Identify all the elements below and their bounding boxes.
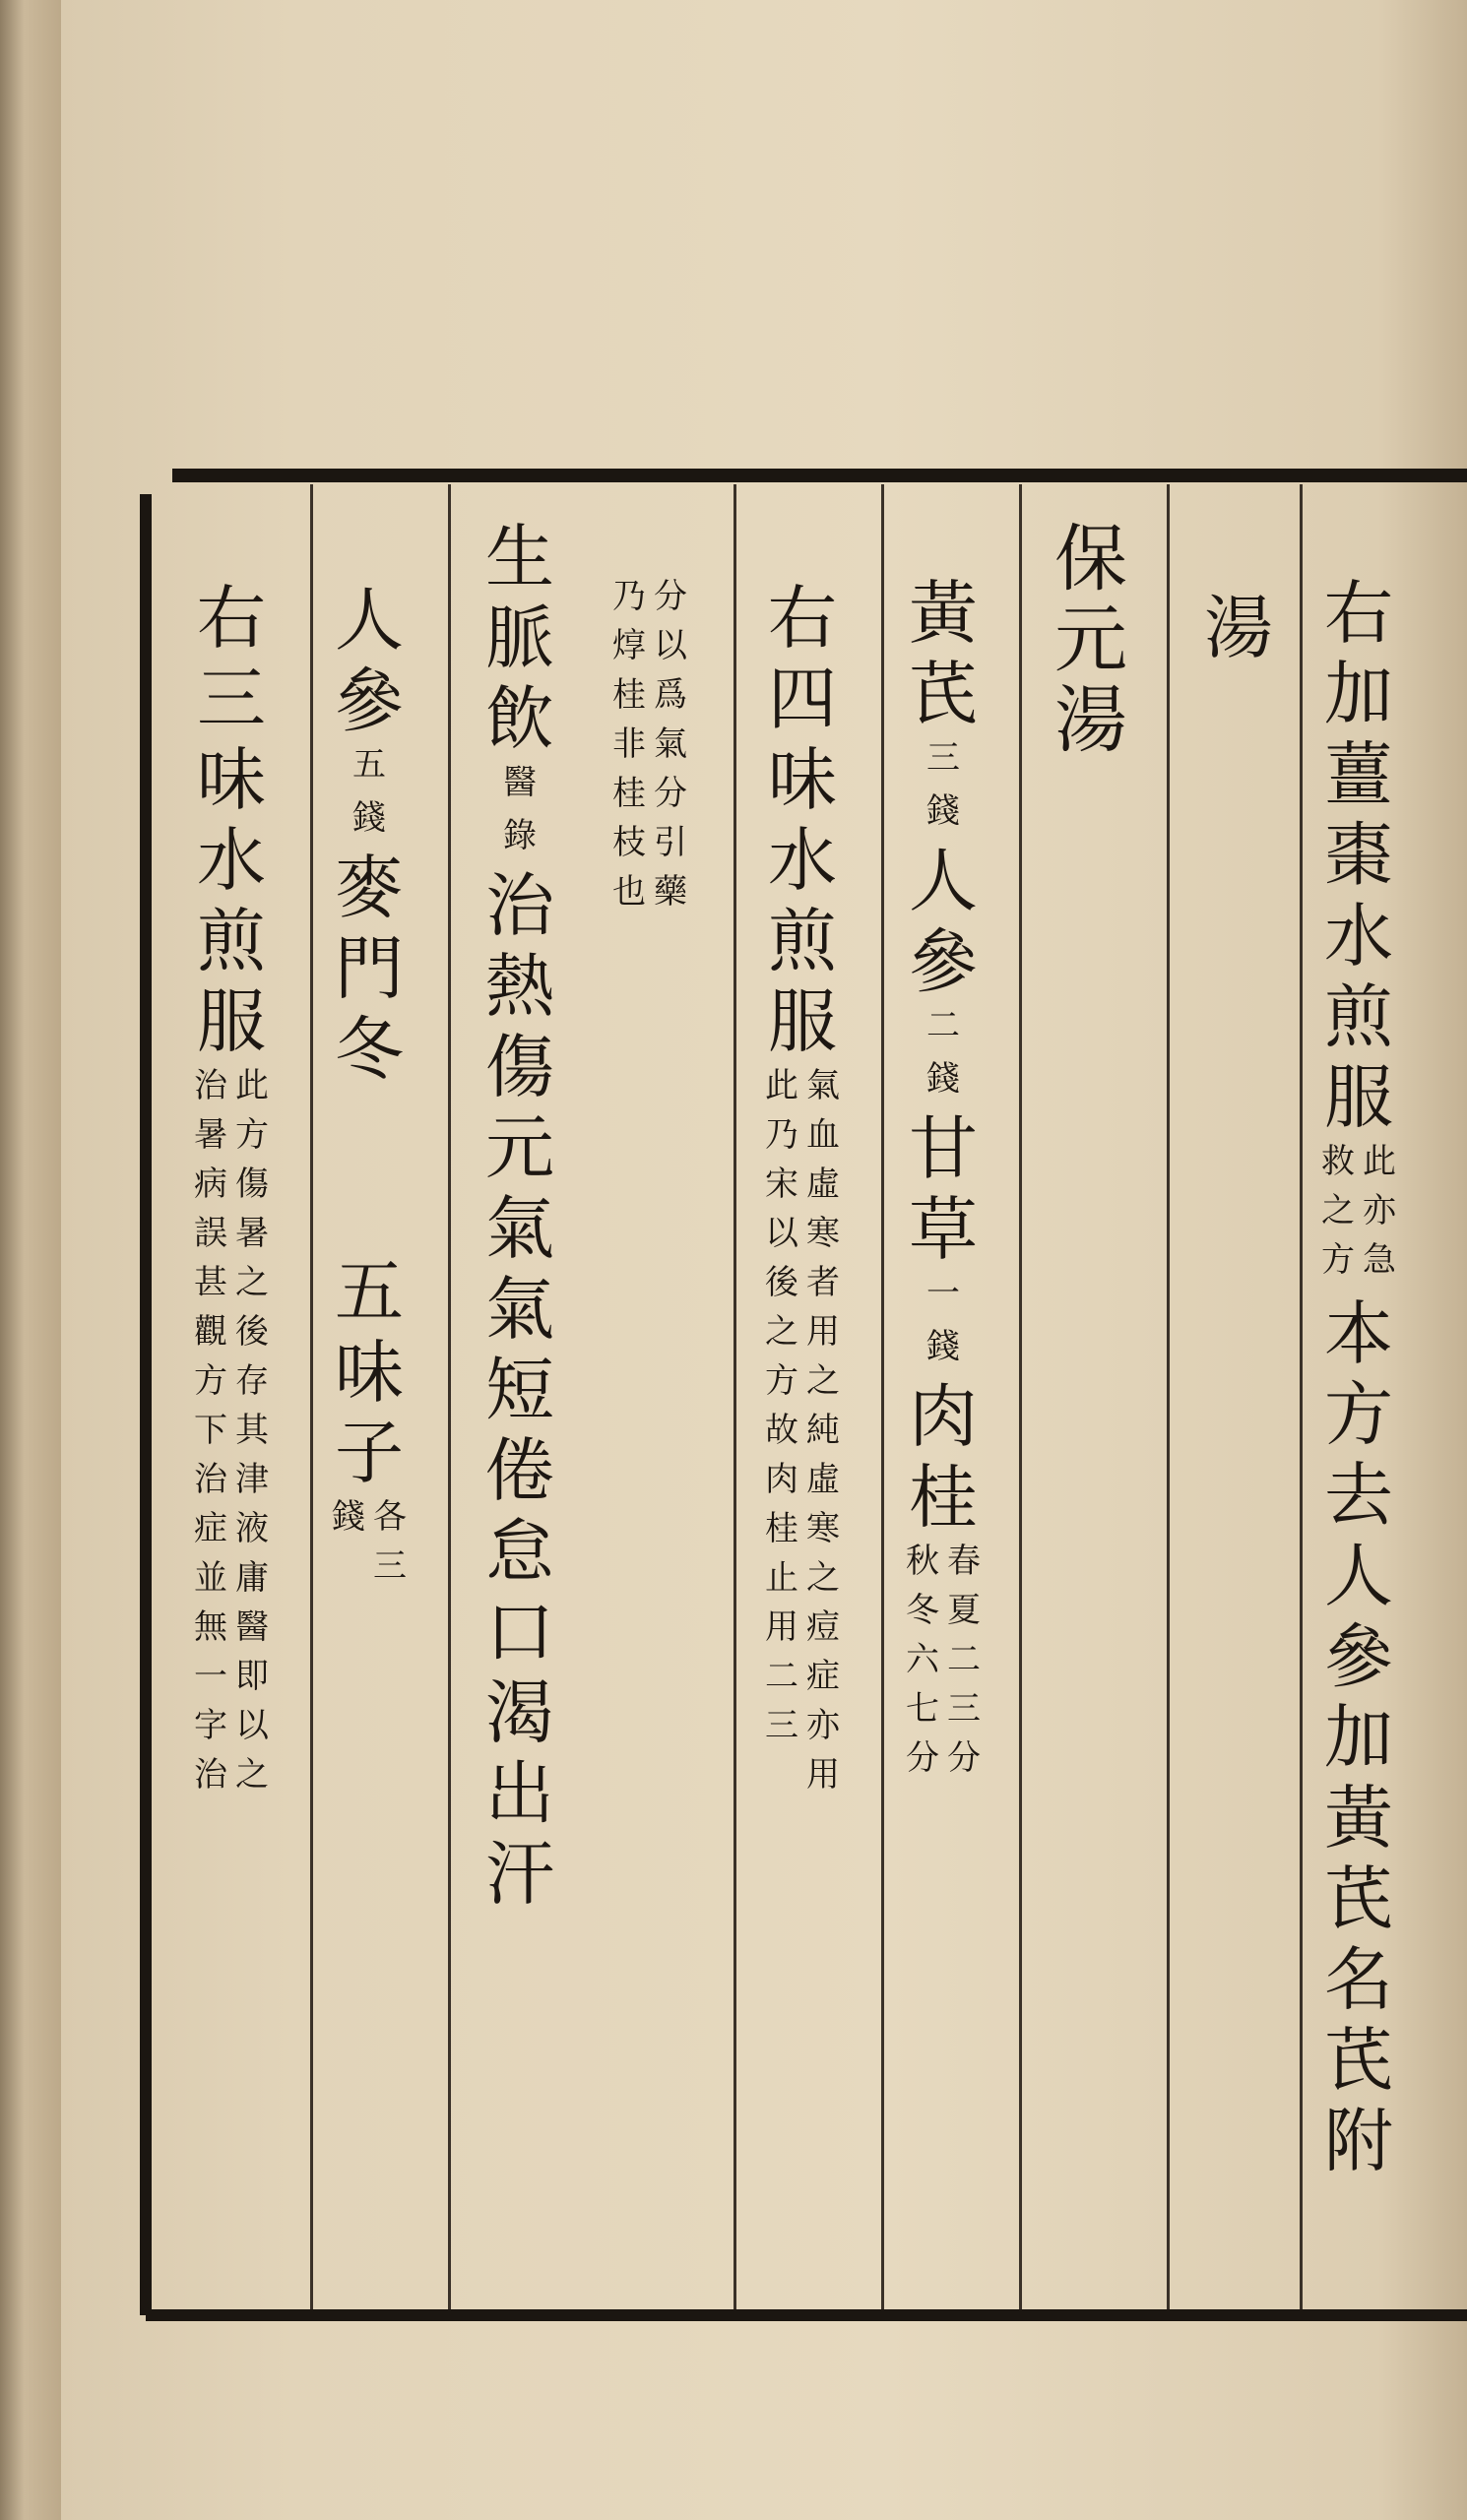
- annotation-left-char: 甚: [194, 1263, 227, 1302]
- main-char: 右: [197, 578, 266, 659]
- annotation-right-char: 存: [235, 1361, 269, 1401]
- main-char: 服: [768, 981, 837, 1062]
- main-char: 脈: [485, 598, 554, 678]
- main-char: 元: [1054, 598, 1127, 682]
- annotation-right-char: 此: [235, 1066, 269, 1105]
- annotation-right-char: 用: [806, 1312, 840, 1352]
- annotation-right-char: 亦: [806, 1706, 840, 1745]
- annotation-left-char: 誤: [194, 1214, 227, 1253]
- annotation-left-char: 也: [612, 872, 646, 912]
- annotation-left-char: 六: [906, 1640, 939, 1679]
- frame-bottom-border: [146, 2309, 1467, 2321]
- annotation-right-char: 寒: [806, 1509, 840, 1548]
- annotation-right-char: 氣: [654, 724, 687, 764]
- main-char: 口: [485, 1592, 554, 1672]
- annotation-left-char: 焞: [612, 626, 646, 665]
- main-char: 麥: [335, 848, 404, 928]
- annotation-left-char: 桂: [612, 675, 646, 715]
- annotation-left-char: 桂: [612, 774, 646, 813]
- annotation-right-char: 之: [235, 1263, 269, 1302]
- annotation-left-char: 桂: [765, 1509, 798, 1548]
- annotation-right-char: 純: [806, 1411, 840, 1450]
- main-char: 肉: [909, 1376, 978, 1457]
- main-char: 保: [1054, 517, 1127, 601]
- annotation-right-char: 用: [806, 1755, 840, 1795]
- main-char: 門: [335, 928, 404, 1009]
- annotation-left-char: 後: [765, 1263, 798, 1302]
- column-rule: [448, 484, 451, 2309]
- main-char: 本: [1324, 1293, 1393, 1374]
- main-char: 水: [1324, 896, 1393, 976]
- main-char: 甘: [909, 1108, 978, 1189]
- main-char: 服: [1324, 1057, 1393, 1138]
- main-char: 煎: [1324, 976, 1393, 1057]
- annotation-right-char: 津: [235, 1460, 269, 1499]
- main-char: 傷: [485, 1027, 554, 1107]
- main-char: 右: [768, 578, 837, 659]
- column-rule: [881, 484, 884, 2309]
- annotation-left-char: 治: [194, 1066, 227, 1105]
- annotation-right-char: 三: [373, 1546, 407, 1586]
- annotation-left-char: 一: [194, 1657, 227, 1696]
- main-char: 治: [485, 865, 554, 946]
- annotation-left-char: 秋: [906, 1542, 939, 1581]
- annotation-right-char: 亦: [1363, 1191, 1396, 1230]
- annotation-left-char: 治: [194, 1755, 227, 1795]
- main-char: 參: [335, 661, 404, 741]
- main-char: 熱: [485, 946, 554, 1027]
- annotation-left-char: 冬: [906, 1591, 939, 1630]
- main-char: 元: [485, 1107, 554, 1188]
- column-rule: [1167, 484, 1170, 2309]
- main-char: 服: [197, 981, 266, 1062]
- main-char: 右: [1324, 573, 1393, 654]
- annotation-left-char: 無: [194, 1607, 227, 1647]
- annotation-left-char: 故: [765, 1411, 798, 1450]
- annotation-left-char: 下: [194, 1411, 227, 1450]
- annotation-left-char: 分: [906, 1738, 939, 1778]
- main-char: 氣: [485, 1269, 554, 1350]
- main-char: 三: [197, 659, 266, 739]
- annotation-right-char: 藥: [654, 872, 687, 912]
- annotation-right-char: 者: [806, 1263, 840, 1302]
- main-char: 氣: [485, 1188, 554, 1269]
- annotation-right-char: 虛: [806, 1460, 840, 1499]
- annotation-right-char: 庸: [235, 1558, 269, 1598]
- annotation-right-char: 痘: [806, 1607, 840, 1647]
- annotation-left-char: 方: [765, 1361, 798, 1401]
- main-char: 湯: [1204, 588, 1273, 668]
- main-char: 湯: [1054, 678, 1127, 763]
- annotation-left-char: 之: [765, 1312, 798, 1352]
- note-char: 二: [926, 1006, 960, 1045]
- note-char: 錢: [926, 1327, 960, 1366]
- main-char: 子: [335, 1413, 404, 1493]
- annotation-left-char: 暑: [194, 1115, 227, 1155]
- annotation-right-char: 症: [806, 1657, 840, 1696]
- annotation-right-char: 以: [235, 1706, 269, 1745]
- main-char: 渴: [485, 1672, 554, 1753]
- annotation-left-char: 止: [765, 1558, 798, 1598]
- annotation-right-char: 傷: [235, 1165, 269, 1204]
- main-char: 怠: [485, 1511, 554, 1592]
- annotation-left-char: 此: [765, 1066, 798, 1105]
- main-char: 人: [909, 841, 978, 921]
- book-spine: [0, 0, 61, 2520]
- main-char: 附: [1324, 2101, 1393, 2181]
- main-char: 煎: [768, 901, 837, 981]
- annotation-left-char: 觀: [194, 1312, 227, 1352]
- annotation-right-char: 爲: [654, 675, 687, 715]
- main-char: 飲: [485, 678, 554, 759]
- annotation-right-char: 氣: [806, 1066, 840, 1105]
- note-char: 錢: [926, 791, 960, 831]
- main-char: 汗: [485, 1834, 554, 1915]
- main-char: 加: [1324, 1697, 1393, 1778]
- annotation-left-char: 症: [194, 1509, 227, 1548]
- main-char: 芪: [1324, 1858, 1393, 1939]
- annotation-left-char: 三: [765, 1706, 798, 1745]
- main-char: 人: [335, 580, 404, 661]
- annotation-right-char: 夏: [947, 1591, 981, 1630]
- main-char: 棗: [1324, 815, 1393, 896]
- note-char: 醫: [503, 763, 537, 802]
- note-char: 三: [926, 738, 960, 778]
- annotation-right-char: 分: [654, 774, 687, 813]
- annotation-right-char: 引: [654, 823, 687, 862]
- main-char: 倦: [485, 1430, 554, 1511]
- annotation-right-char: 三: [947, 1689, 981, 1729]
- main-char: 參: [909, 921, 978, 1002]
- annotation-left-char: 治: [194, 1460, 227, 1499]
- annotation-right-char: 寒: [806, 1214, 840, 1253]
- main-char: 味: [768, 739, 837, 820]
- annotation-left-char: 肉: [765, 1460, 798, 1499]
- main-char: 芪: [909, 654, 978, 734]
- annotation-left-char: 非: [612, 724, 646, 764]
- main-char: 去: [1324, 1455, 1393, 1536]
- main-char: 草: [909, 1189, 978, 1270]
- annotation-right-char: 各: [373, 1497, 407, 1537]
- column-rule: [310, 484, 313, 2309]
- column-rule: [1300, 484, 1303, 2309]
- main-char: 方: [1324, 1374, 1393, 1455]
- annotation-left-char: 並: [194, 1558, 227, 1598]
- annotation-left-char: 救: [1321, 1142, 1355, 1181]
- main-char: 人: [1324, 1536, 1393, 1616]
- frame-left-border: [140, 494, 152, 2315]
- annotation-left-char: 之: [1321, 1191, 1355, 1230]
- annotation-right-char: 後: [235, 1312, 269, 1352]
- annotation-right-char: 分: [654, 577, 687, 616]
- note-char: 五: [352, 745, 386, 785]
- main-char: 出: [485, 1753, 554, 1834]
- annotation-right-char: 之: [806, 1361, 840, 1401]
- annotation-left-char: 用: [765, 1607, 798, 1647]
- annotation-right-char: 血: [806, 1115, 840, 1155]
- annotation-left-char: 二: [765, 1657, 798, 1696]
- main-char: 薑: [1324, 734, 1393, 815]
- annotation-left-char: 乃: [612, 577, 646, 616]
- annotation-right-char: 急: [1363, 1240, 1396, 1280]
- main-char: 黃: [909, 573, 978, 654]
- note-char: 錢: [926, 1059, 960, 1099]
- annotation-right-char: 以: [654, 626, 687, 665]
- main-char: 味: [197, 739, 266, 820]
- note-char: 錢: [352, 798, 386, 838]
- annotation-right-char: 方: [235, 1115, 269, 1155]
- annotation-left-char: 方: [1321, 1240, 1355, 1280]
- annotation-right-char: 分: [947, 1738, 981, 1778]
- annotation-right-char: 即: [235, 1657, 269, 1696]
- main-char: 水: [197, 820, 266, 901]
- main-char: 參: [1324, 1616, 1393, 1697]
- note-char: 一: [926, 1274, 960, 1313]
- main-char: 桂: [909, 1457, 978, 1538]
- annotation-right-char: 虛: [806, 1165, 840, 1204]
- annotation-right-char: 之: [235, 1755, 269, 1795]
- main-char: 冬: [335, 1009, 404, 1090]
- main-char: 黃: [1324, 1778, 1393, 1858]
- column-rule: [1019, 484, 1022, 2309]
- main-char: 名: [1324, 1939, 1393, 2020]
- annotation-left-char: 枝: [612, 823, 646, 862]
- annotation-left-char: 字: [194, 1706, 227, 1745]
- frame-top-border: [172, 469, 1467, 482]
- column-rule: [734, 484, 736, 2309]
- main-char: 短: [485, 1350, 554, 1430]
- annotation-right-char: 液: [235, 1509, 269, 1548]
- main-char: 生: [485, 517, 554, 598]
- main-char: 五: [335, 1251, 404, 1332]
- annotation-right-char: 春: [947, 1542, 981, 1581]
- note-char: 錄: [503, 816, 537, 855]
- annotation-right-char: 之: [806, 1558, 840, 1598]
- annotation-left-char: 方: [194, 1361, 227, 1401]
- annotation-left-char: 以: [765, 1214, 798, 1253]
- main-char: 加: [1324, 654, 1393, 734]
- annotation-left-char: 七: [906, 1689, 939, 1729]
- annotation-right-char: 暑: [235, 1214, 269, 1253]
- annotation-left-char: 錢: [332, 1497, 365, 1537]
- annotation-left-char: 乃: [765, 1115, 798, 1155]
- main-char: 水: [768, 820, 837, 901]
- main-char: 四: [768, 659, 837, 739]
- main-char: 芪: [1324, 2020, 1393, 2101]
- annotation-right-char: 醫: [235, 1607, 269, 1647]
- annotation-right-char: 二: [947, 1640, 981, 1679]
- main-char: 味: [335, 1332, 404, 1413]
- annotation-right-char: 此: [1363, 1142, 1396, 1181]
- main-char: 煎: [197, 901, 266, 981]
- annotation-left-char: 病: [194, 1165, 227, 1204]
- annotation-left-char: 宋: [765, 1165, 798, 1204]
- annotation-right-char: 其: [235, 1411, 269, 1450]
